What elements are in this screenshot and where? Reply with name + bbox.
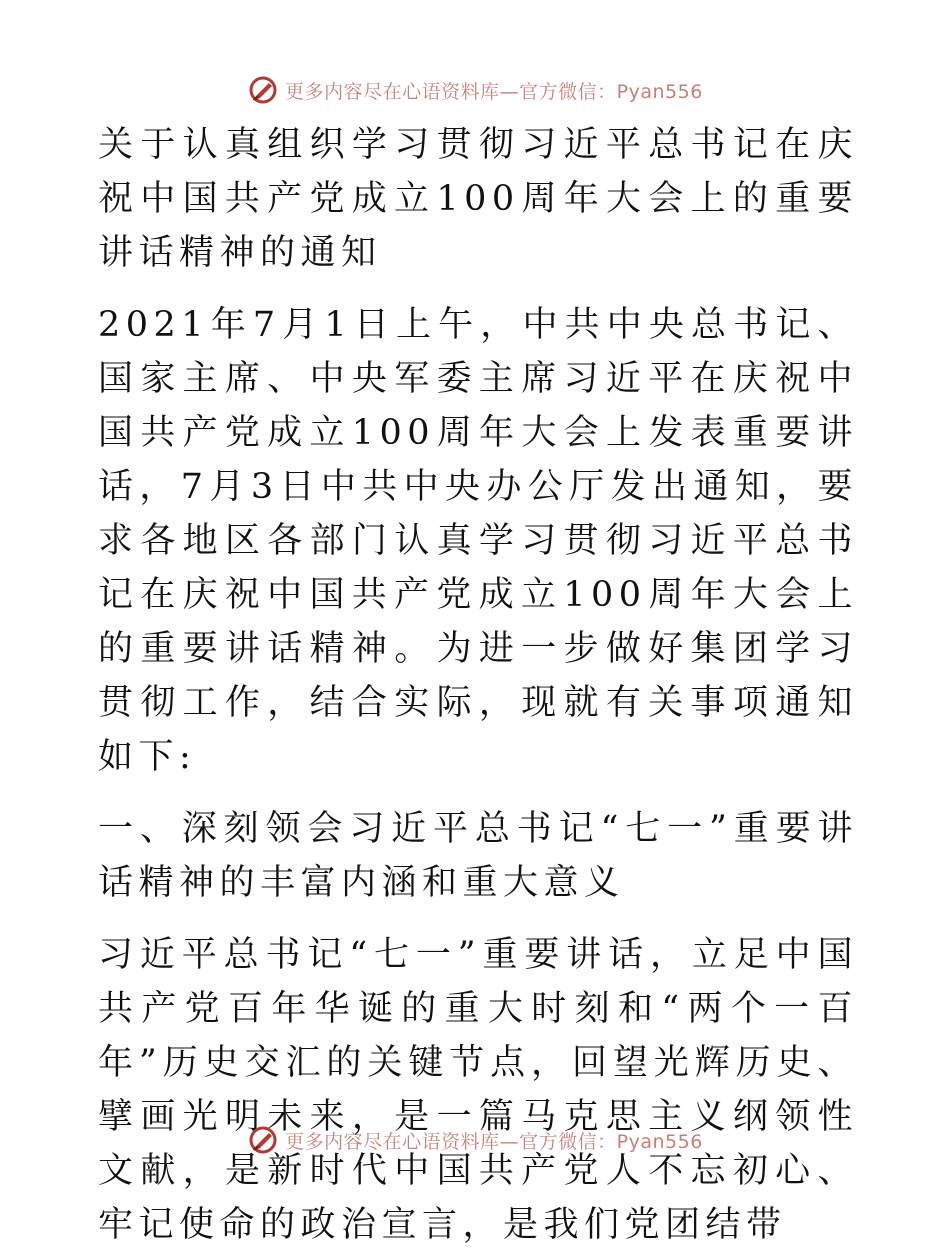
brush-logo-icon bbox=[247, 74, 279, 106]
paragraph-intro: 2021年7月1日上午，中共中央总书记、国家主席、中央军委主席习近平在庆祝中国共产党成立100周年大会上发表重要讲话，7月3日中共中央办公厅发出通知，要求各地区各部门认真学习贯彻习近平总书记在庆祝中国共产党成立100周年大会上的重要讲话精神。为进一步做好集团学习贯彻工作，结合实际，现就有关事项通知如下: bbox=[98, 305, 858, 777]
brush-logo-icon bbox=[247, 1124, 279, 1156]
paragraph-section-one: 习近平总书记“七一”重要讲话，立足中国共产党百年华诞的重大时刻和“两个一百年”历史交汇的关键节点，回望光辉历史、擘画光明未来，是一篇马克思主义纲领性文献，是新时代中国共产党人不忘初心、牢记使命的政治宣言，是我们党团结带 bbox=[98, 935, 858, 1245]
section-heading-one: 一、深刻领会习近平总书记“七一”重要讲话精神的丰富内涵和重大意义 bbox=[98, 809, 858, 903]
document-title: 关于认真组织学习贯彻习近平总书记在庆祝中国共产党成立100周年大会上的重要讲话精神的通知 bbox=[98, 125, 858, 273]
watermark-text: 更多内容尽在心语资料库—官方微信：Pyan556 bbox=[285, 1130, 703, 1153]
watermark-footer bbox=[0, 1120, 950, 1160]
document-body bbox=[98, 118, 858, 1252]
watermark-header bbox=[0, 70, 950, 110]
watermark-text: 更多内容尽在心语资料库—官方微信：Pyan556 bbox=[285, 80, 703, 103]
